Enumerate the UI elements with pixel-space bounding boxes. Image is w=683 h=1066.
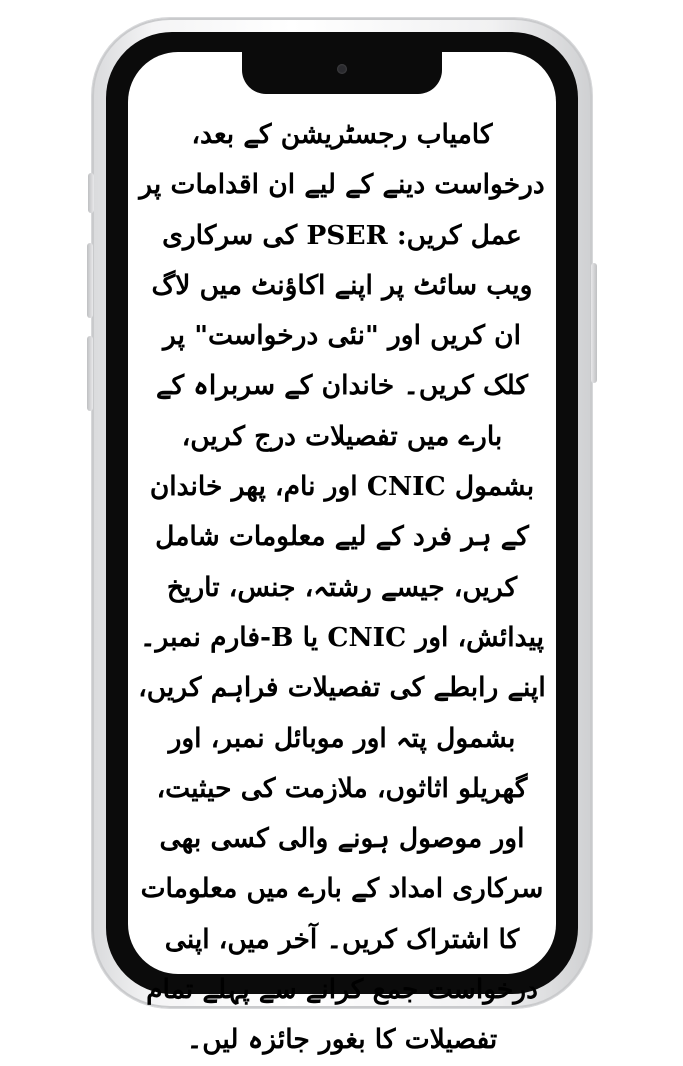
article-paragraph: کامیاب رجسٹریشن کے بعد، درخواست دینے کے لیے ان اقدامات پر عمل کریں: PSER کی سرکاری ویب سائٹ پر اپنے اکاؤنٹ میں لاگ ان کریں اور "نئی درخواست" پر کلک کریں۔ خاندان کے سربراہ کے بارے میں تفصیلات درج کریں، بشمول CNIC اور نام، پھر خاندان کے ہر فرد کے لیے معلومات شامل کریں، جیسے رشتہ، جنس، تاریخ پیدائش، اور CNIC یا B-فارم نمبر۔ اپنے رابطے کی تفصیلات فراہم کریں، بشمول پتہ اور موبائل نمبر، اور گھریلو اثاثوں، ملازمت کی حیثیت، اور موصول ہونے والی کسی بھی سرکاری امداد کے بارے میں معلومات کا اشتراک کریں۔ آخر میں، اپنی درخواست جمع کرانے سے پہلے تمام تفصیلات کا بغور جائزہ لیں۔ — [138, 119, 546, 1056]
phone-screen — [128, 52, 556, 1056]
front-camera-icon — [337, 64, 347, 74]
volume-down-button — [87, 336, 93, 411]
phone-mockup — [92, 18, 592, 1056]
phone-bezel — [106, 32, 578, 1056]
silent-switch — [88, 173, 94, 213]
volume-up-button — [87, 243, 93, 318]
power-button — [591, 263, 597, 383]
article-text — [138, 110, 546, 1056]
notch — [242, 52, 442, 94]
